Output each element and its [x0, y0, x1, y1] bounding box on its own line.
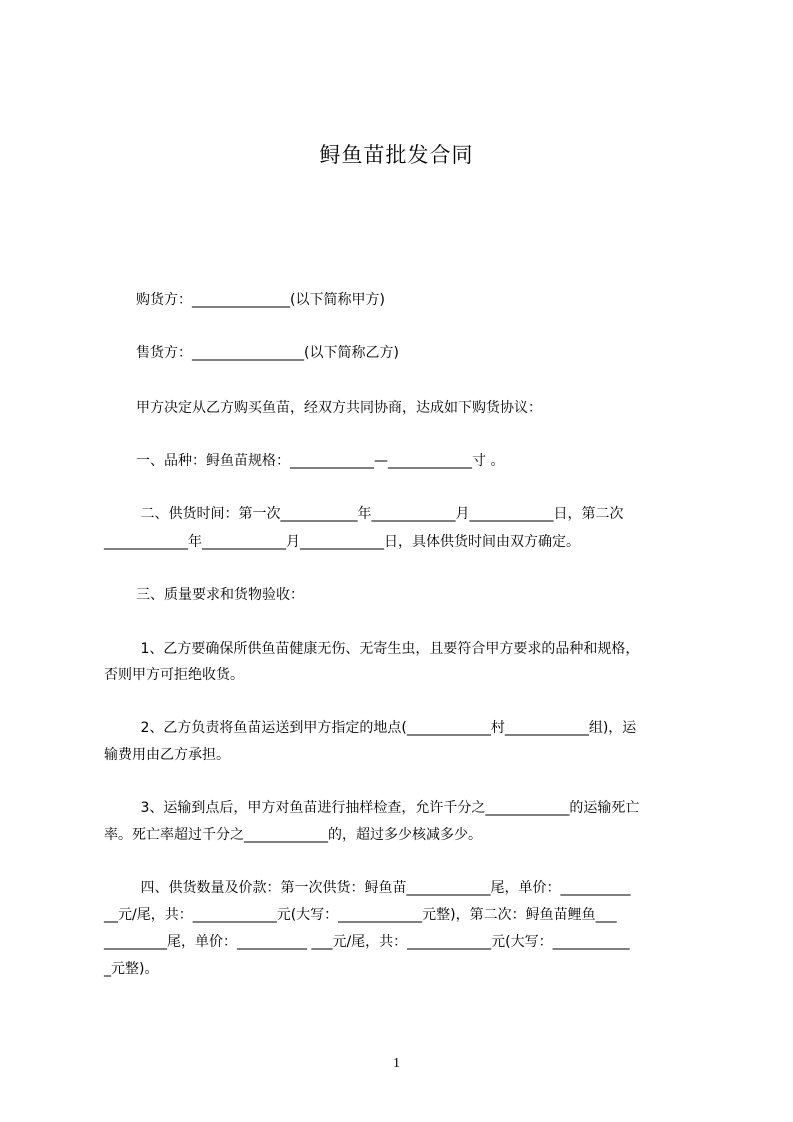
clause-quantity-price-cont-3: _元整)。: [104, 961, 159, 977]
clause-quality: 三、质量要求和货物验收：: [136, 587, 304, 603]
buyer-line: 购货方：______________(以下简称甲方): [136, 292, 385, 308]
quality-item-2-cont: 输费用由乙方承担。: [104, 747, 230, 763]
intro-line: 甲方决定从乙方购买鱼苗，经双方共同协商，达成如下购货协议：: [136, 400, 542, 416]
clause-supply-time-cont: ____________年____________月____________日，具体供货时间由双方确定。: [104, 534, 580, 550]
clause-quantity-price-cont-1: __元/尾，共：____________元(大写：____________元整)，第二次：鲟鱼苗鲤鱼___: [104, 907, 617, 923]
clause-variety: 一、品种：鲟鱼苗规格：____________—____________寸 。: [136, 453, 505, 469]
page-number: 1: [393, 1056, 400, 1071]
quality-item-3: 3、运输到点后，甲方对鱼苗进行抽样检查，允许千分之____________的运输死亡: [136, 800, 640, 816]
clause-supply-time: 二、供货时间：第一次___________年____________月____________日，第二次: [136, 506, 624, 522]
clause-quantity-price-cont-2: _________尾，单价：__________ ___元/尾，共：____________元(大写：___________: [104, 934, 630, 950]
document-title: 鲟鱼苗批发合同: [319, 143, 474, 167]
quality-item-2: 2、乙方负责将鱼苗运送到甲方指定的地点(____________村____________组)，运: [136, 720, 637, 736]
quality-item-1: 1、乙方要确保所供鱼苗健康无伤、无寄生虫，且要符合甲方要求的品种和规格，: [136, 641, 640, 657]
seller-line: 售货方：________________(以下简称乙方): [136, 345, 399, 361]
quality-item-3-cont: 率。死亡率超过千分之____________的，超过多少核减多少。: [104, 827, 482, 843]
clause-quantity-price: 四、供货数量及价款：第一次供货：鲟鱼苗____________尾，单价：__________: [136, 880, 631, 896]
quality-item-1-cont: 否则甲方可拒绝收货。: [104, 667, 244, 683]
